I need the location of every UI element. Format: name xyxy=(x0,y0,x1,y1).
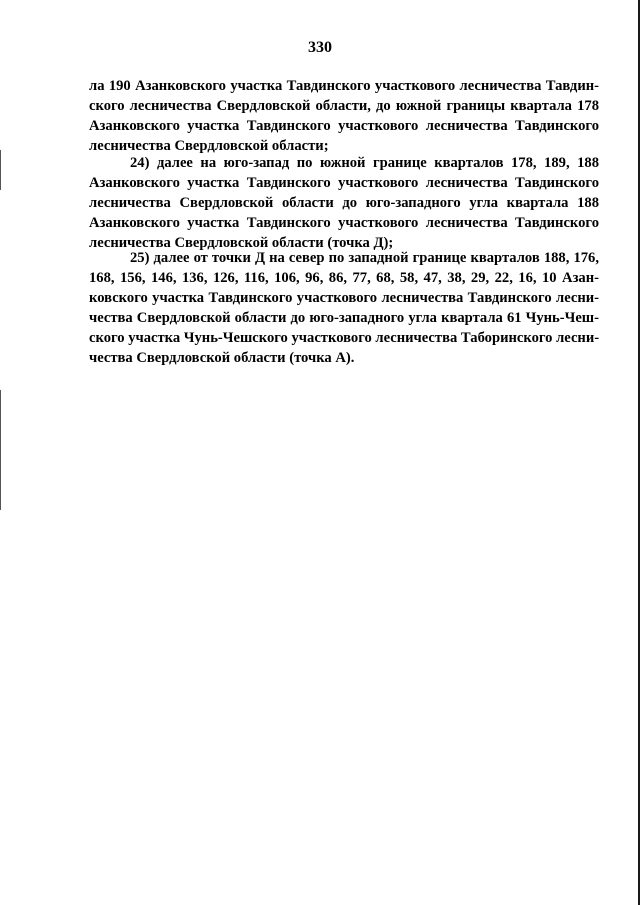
page-number: 330 xyxy=(308,39,332,56)
text-line: Азанковского участка Тавдинского участкового лесничества Тавдинского xyxy=(89,118,599,134)
text-line: ского участка Чунь-Чешского участкового лесничества Таборинского лесни- xyxy=(89,330,600,346)
text-line: 168, 156, 146, 136, 126, 116, 106, 96, 86, 77, 68, 58, 47, 38, 29, 22, 16, 10 Азан- xyxy=(89,270,599,286)
text-line: лесничества Свердловской области; xyxy=(89,138,329,154)
text-line: 25) далее от точки Д на север по западной границе кварталов 188, 176, xyxy=(130,250,599,266)
paragraph-item-25 xyxy=(89,248,599,368)
text-line: чества Свердловской области до юго-западного угла квартала 61 Чунь-Чеш- xyxy=(89,310,599,326)
text-line: лесничества Свердловской области (точка Д); xyxy=(89,235,394,251)
text-line: ского лесничества Свердловской области, до южной границы квартала 178 xyxy=(89,98,599,114)
text-line: Азанковского участка Тавдинского участкового лесничества Тавдинского xyxy=(89,175,599,191)
paragraph-item-24 xyxy=(89,153,599,253)
paragraph-1 xyxy=(89,76,599,156)
text-line: лесничества Свердловской области до юго-западного угла квартала 188 xyxy=(89,195,599,211)
scan-edge-mark xyxy=(0,150,1,190)
scan-edge-mark xyxy=(0,390,1,510)
text-line: ла 190 Азанковского участка Тавдинского участкового лесничества Тавдин- xyxy=(89,78,599,94)
text-line: Азанковского участка Тавдинского участкового лесничества Тавдинского xyxy=(89,215,599,231)
text-line: ковского участка Тавдинского участкового лесничества Тавдинского лесни- xyxy=(89,290,599,306)
text-line: чества Свердловской области (точка А). xyxy=(89,350,355,366)
text-line: 24) далее на юго-запад по южной границе кварталов 178, 189, 188 xyxy=(130,155,599,171)
